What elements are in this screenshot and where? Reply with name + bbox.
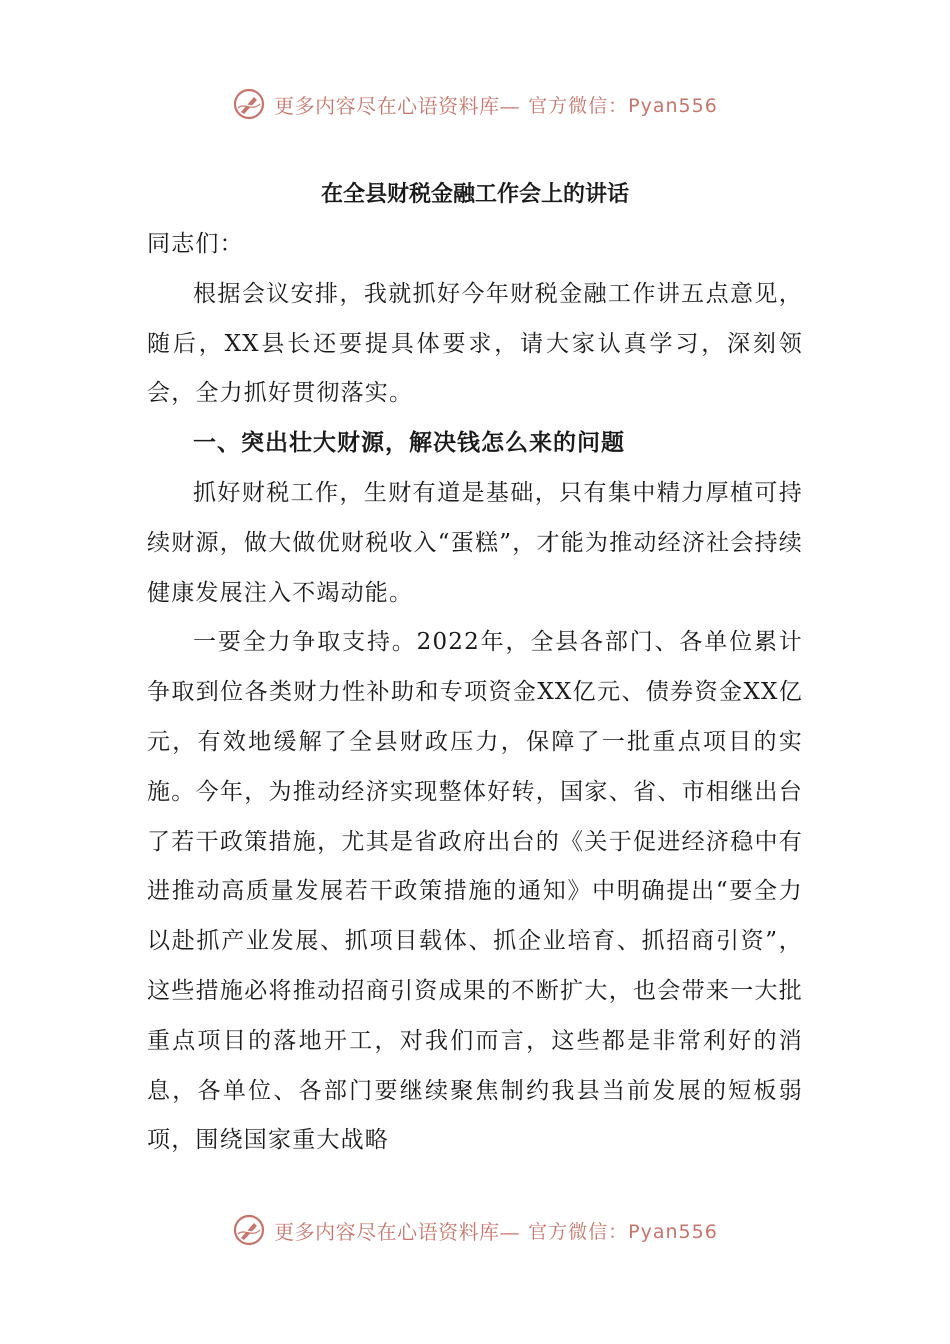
header-watermark-banner	[0, 84, 950, 124]
intro-paragraph: 根据会议安排，我就抓好今年财税金融工作讲五点意见，随后，XX县长还要提具体要求，请大家认真学习，深刻领会，全力抓好贯彻落实。	[147, 280, 803, 407]
footer-wechat-label	[528, 1217, 718, 1244]
document-title: 在全县财税金融工作会上的讲话	[320, 182, 629, 207]
banner-wechat-prefix: 官方微信：	[528, 94, 629, 117]
footer-wechat-id: Pyan556	[628, 1220, 718, 1243]
footer-watermark-banner	[0, 1210, 950, 1250]
section1-paragraph-2: 一要全力争取支持。2022年，全县各部门、各单位累计争取到位各类财力性补助和专项资金XX亿元、债券资金XX亿元，有效地缓解了全县财政压力，保障了一批重点项目的实施。今年，为推动经济实现整体好转，国家、省、市相继出台了若干政策措施，尤其是省政府出台的《关于促进经济稳中有进推动高质量发展若干政策措施的通知》中明确提出“要全力以赴抓产业发展、抓项目载体、抓企业培育、抓招商引资”，这些措施必将推动招商引资成果的不断扩大，也会带来一大批重点项目的落地开工，对我们而言，这些都是非常利好的消息，各单位、各部门要继续聚焦制约我县当前发展的短板弱项，围绕国家重大战略	[147, 629, 803, 1154]
banner-wechat-label	[528, 91, 718, 118]
salutation: 同志们：	[147, 231, 244, 257]
banner-site-text: 更多内容尽在心语资料库—	[274, 93, 521, 118]
banner-wechat-id: Pyan556	[628, 94, 718, 117]
footer-site-text: 更多内容尽在心语资料库—	[274, 1219, 521, 1244]
section1-paragraph-1: 抓好财税工作，生财有道是基础，只有集中精力厚植可持续财源，做大做优财税收入“蛋糕”，才能为推动经济社会持续健康发展注入不竭动能。	[147, 479, 803, 606]
pen-ribbon-logo-icon	[232, 87, 266, 121]
footer-wechat-prefix: 官方微信：	[528, 1220, 629, 1243]
section-heading-1: 一、突出壮大财源，解决钱怎么来的问题	[193, 430, 625, 457]
pen-ribbon-logo-icon	[232, 1213, 266, 1247]
document-body	[147, 170, 803, 1166]
